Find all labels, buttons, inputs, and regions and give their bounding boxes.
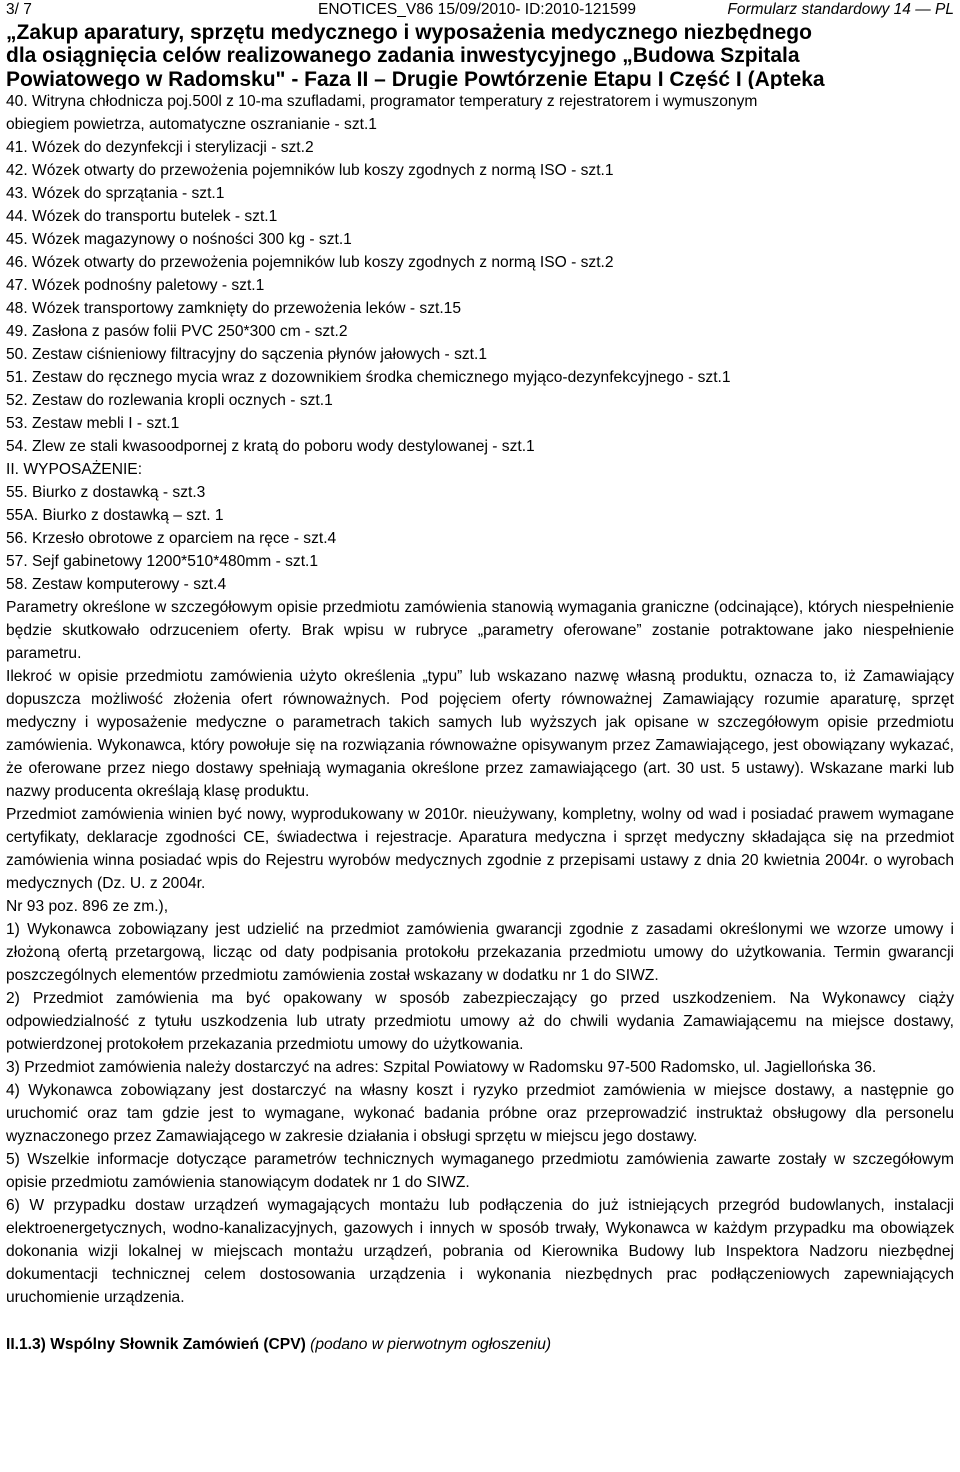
paragraph: Przedmiot zamówienia winien być nowy, wyprodukowany w 2010r. nieużywany, kompletny, wolny od wad i posiadać prawem wymagane certyfikaty, deklaracje zgodności CE, świadectwa i rejestracje. Aparatura medyczna i sprzęt medyczny składająca się na przedmiot zamówienia winna posiadać wpis do Rejestru wyrobów medycznych zgodnie z przepisami ustawy z dnia 20 kwietnia 2004r. o wyrobach medycznych (Dz. U. z 2004r. [6,806,954,892]
page-number: 3/ 7 [6,1,32,18]
list-item: 41. Wózek do dezynfekcji i sterylizacji - szt.2 [6,139,314,156]
document-id: ENOTICES_V86 15/09/2010- ID:2010-121599 [318,1,636,18]
paragraph: Ilekroć w opisie przedmiotu zamówienia użyto określenia „typu” lub wskazano nazwę własną produktu, oznacza to, iż Zamawiający dopuszcza możliwość złożenia ofert równoważnych. Pod pojęciem oferty równoważnej Zamawiający rozumie aparaturę, sprzęt medyczny i wyposażenie medyczne o parametrach takich samych lub wyższych jak opisane w szczegółowym opisie przedmiotu zamówienia. Wykonawca, który powołuje się na rozwiązania równoważne opisywanym przez Zamawiającego, jest obowiązany wykazać, że oferowane przez niego dostawy spełniają wymagania określone przez zamawiającego (art. 30 ust. 5 ustawy). Wskazane marki lub nazwy producenta określają klasę produktu. [6,668,954,800]
paragraph: Parametry określone w szczegółowym opisie przedmiotu zamówienia stanowią wymagania graniczne (odcinające), których niespełnienie będzie skutkowało odrzuceniem oferty. Brak wpisu w rubryce „parametry oferowane” zostanie potraktowane jako niespełnienie parametru. [6,599,954,662]
list-item: 44. Wózek do transportu butelek - szt.1 [6,208,278,225]
form-name: Formularz standardowy 14 — PL [727,1,954,18]
paragraph: 6) W przypadku dostaw urządzeń wymagających montażu lub podłączenia do już istniejących przegród budowlanych, instalacji elektroenergetycznych, wodno-kanalizacyjnych, gazowych i innych w sposób trwały, Wykonawca w każdym przypadku ma obowiązek dokonania wizji lokalnej w miejscach montażu urządzeń, pobrania od Kierownika Budowy lub Inspektora Nadzoru niezbędnej dokumentacji technicznej celem dostosowania urządzenia i wykonania niezbędnych prac podłączeniowych zapewniających uruchomienie urządzenia. [6,1197,954,1306]
list-item: 55A. Biurko z dostawką – szt. 1 [6,507,224,524]
spacer [6,1309,954,1333]
cpv-note: (podano w pierwotnym ogłoszeniu) [310,1336,552,1353]
list-item: 43. Wózek do sprzątania - szt.1 [6,185,225,202]
list-item: 51. Zestaw do ręcznego mycia wraz z dozownikiem środka chemicznego myjąco-dezynfekcyjnego - szt.1 [6,369,731,386]
paragraph: 2) Przedmiot zamówienia ma być opakowany w sposób zabezpieczający go przed uszkodzeniem. Na Wykonawcy ciąży odpowiedzialność z tytułu uszkodzenia lub utraty przedmiotu umowy aż do chwili wydania Zamawiającemu na miejsce dostawy, potwierdzonej protokołem przekazania przedmiotu umowy do użytkowania. [6,990,954,1053]
paragraph: 5) Wszelkie informacje dotyczące parametrów technicznych wymaganego przedmiotu zamówienia zawarte zostały w szczegółowym opisie przedmiotu zamówienia stanowiącym dodatek nr 1 do SIWZ. [6,1151,954,1191]
list-item: 46. Wózek otwarty do przewożenia pojemników lub koszy zgodnych z normą ISO - szt.2 [6,254,614,271]
list-item: 52. Zestaw do rozlewania kropli ocznych - szt.1 [6,392,333,409]
paragraph: 4) Wykonawca zobowiązany jest dostarczyć na własny koszt i ryzyko przedmiot zamówienia w miejsce dostawy, a następnie go uruchomić oraz tam gdzie jest to wymagane, wykonać badania próbne oraz przeprowadzić instruktaż obsługowy dla personelu wyznaczonego przez Zamawiającego w zakresie działania i obsługi sprzętu w miejscu jego dostawy. [6,1082,954,1145]
title-line-1: „Zakup aparatury, sprzętu medycznego i wyposażenia medycznego niezbędnego [6,21,812,44]
list-item: 53. Zestaw mebli I - szt.1 [6,415,180,432]
title-line-2: dla osiągnięcia celów realizowanego zadania inwestycyjnego „Budowa Szpitala [6,44,800,68]
paragraph: 3) Przedmiot zamówienia należy dostarczyć na adres: Szpital Powiatowy w Radomsku 97-500 Radomsko, ul. Jagiellońska 36. [6,1059,877,1076]
cpv-heading: II.1.3) Wspólny Słownik Zamówień (CPV) [6,1336,306,1353]
paragraph: Nr 93 poz. 896 ze zm.), [6,898,169,915]
document-title [6,21,954,89]
list-item: 56. Krzesło obrotowe z oparciem na ręce - szt.4 [6,530,337,547]
list-item: 50. Zestaw ciśnieniowy filtracyjny do sączenia płynów jałowych - szt.1 [6,346,488,363]
list-item: 55. Biurko z dostawką - szt.3 [6,484,206,501]
section-heading: II. WYPOSAŻENIE: [6,461,143,478]
list-item: 45. Wózek magazynowy o nośności 300 kg - szt.1 [6,231,352,248]
list-item: 48. Wózek transportowy zamknięty do przewożenia leków - szt.15 [6,300,462,317]
list-item: 47. Wózek podnośny paletowy - szt.1 [6,277,265,294]
title-line-3: Powiatowego w Radomsku" - Faza II – Drugie Powtórzenie Etapu I Część I (Apteka [6,67,825,89]
list-item: 49. Zasłona z pasów folii PVC 250*300 cm - szt.2 [6,323,348,340]
list-item: 42. Wózek otwarty do przewożenia pojemników lub koszy zgodnych z normą ISO - szt.1 [6,162,614,179]
list-item: 40. Witryna chłodnicza poj.500l z 10-ma szufladami, programator temperatury z rejestratorem i wymuszonym [6,93,758,110]
cpv-heading-line [6,1333,954,1356]
list-item: obiegiem powietrza, automatyczne oszranianie - szt.1 [6,116,377,133]
list-item: 57. Sejf gabinetowy 1200*510*480mm - szt.1 [6,553,319,570]
list-item: 58. Zestaw komputerowy - szt.4 [6,576,227,593]
document-body [6,90,954,1356]
page-header [6,0,954,20]
paragraph: 1) Wykonawca zobowiązany jest udzielić na przedmiot zamówienia gwarancji zgodnie z zasadami określonymi we wzorze umowy i złożoną ofertą przetargową, licząc od daty podpisania protokołu przekazania przedmiotu umowy do użytkowania. Termin gwarancji poszczególnych elementów przedmiotu zamówienia został wskazany w dodatku nr 1 do SIWZ. [6,921,954,984]
list-item: 54. Zlew ze stali kwasoodpornej z kratą do poboru wody destylowanej - szt.1 [6,438,535,455]
